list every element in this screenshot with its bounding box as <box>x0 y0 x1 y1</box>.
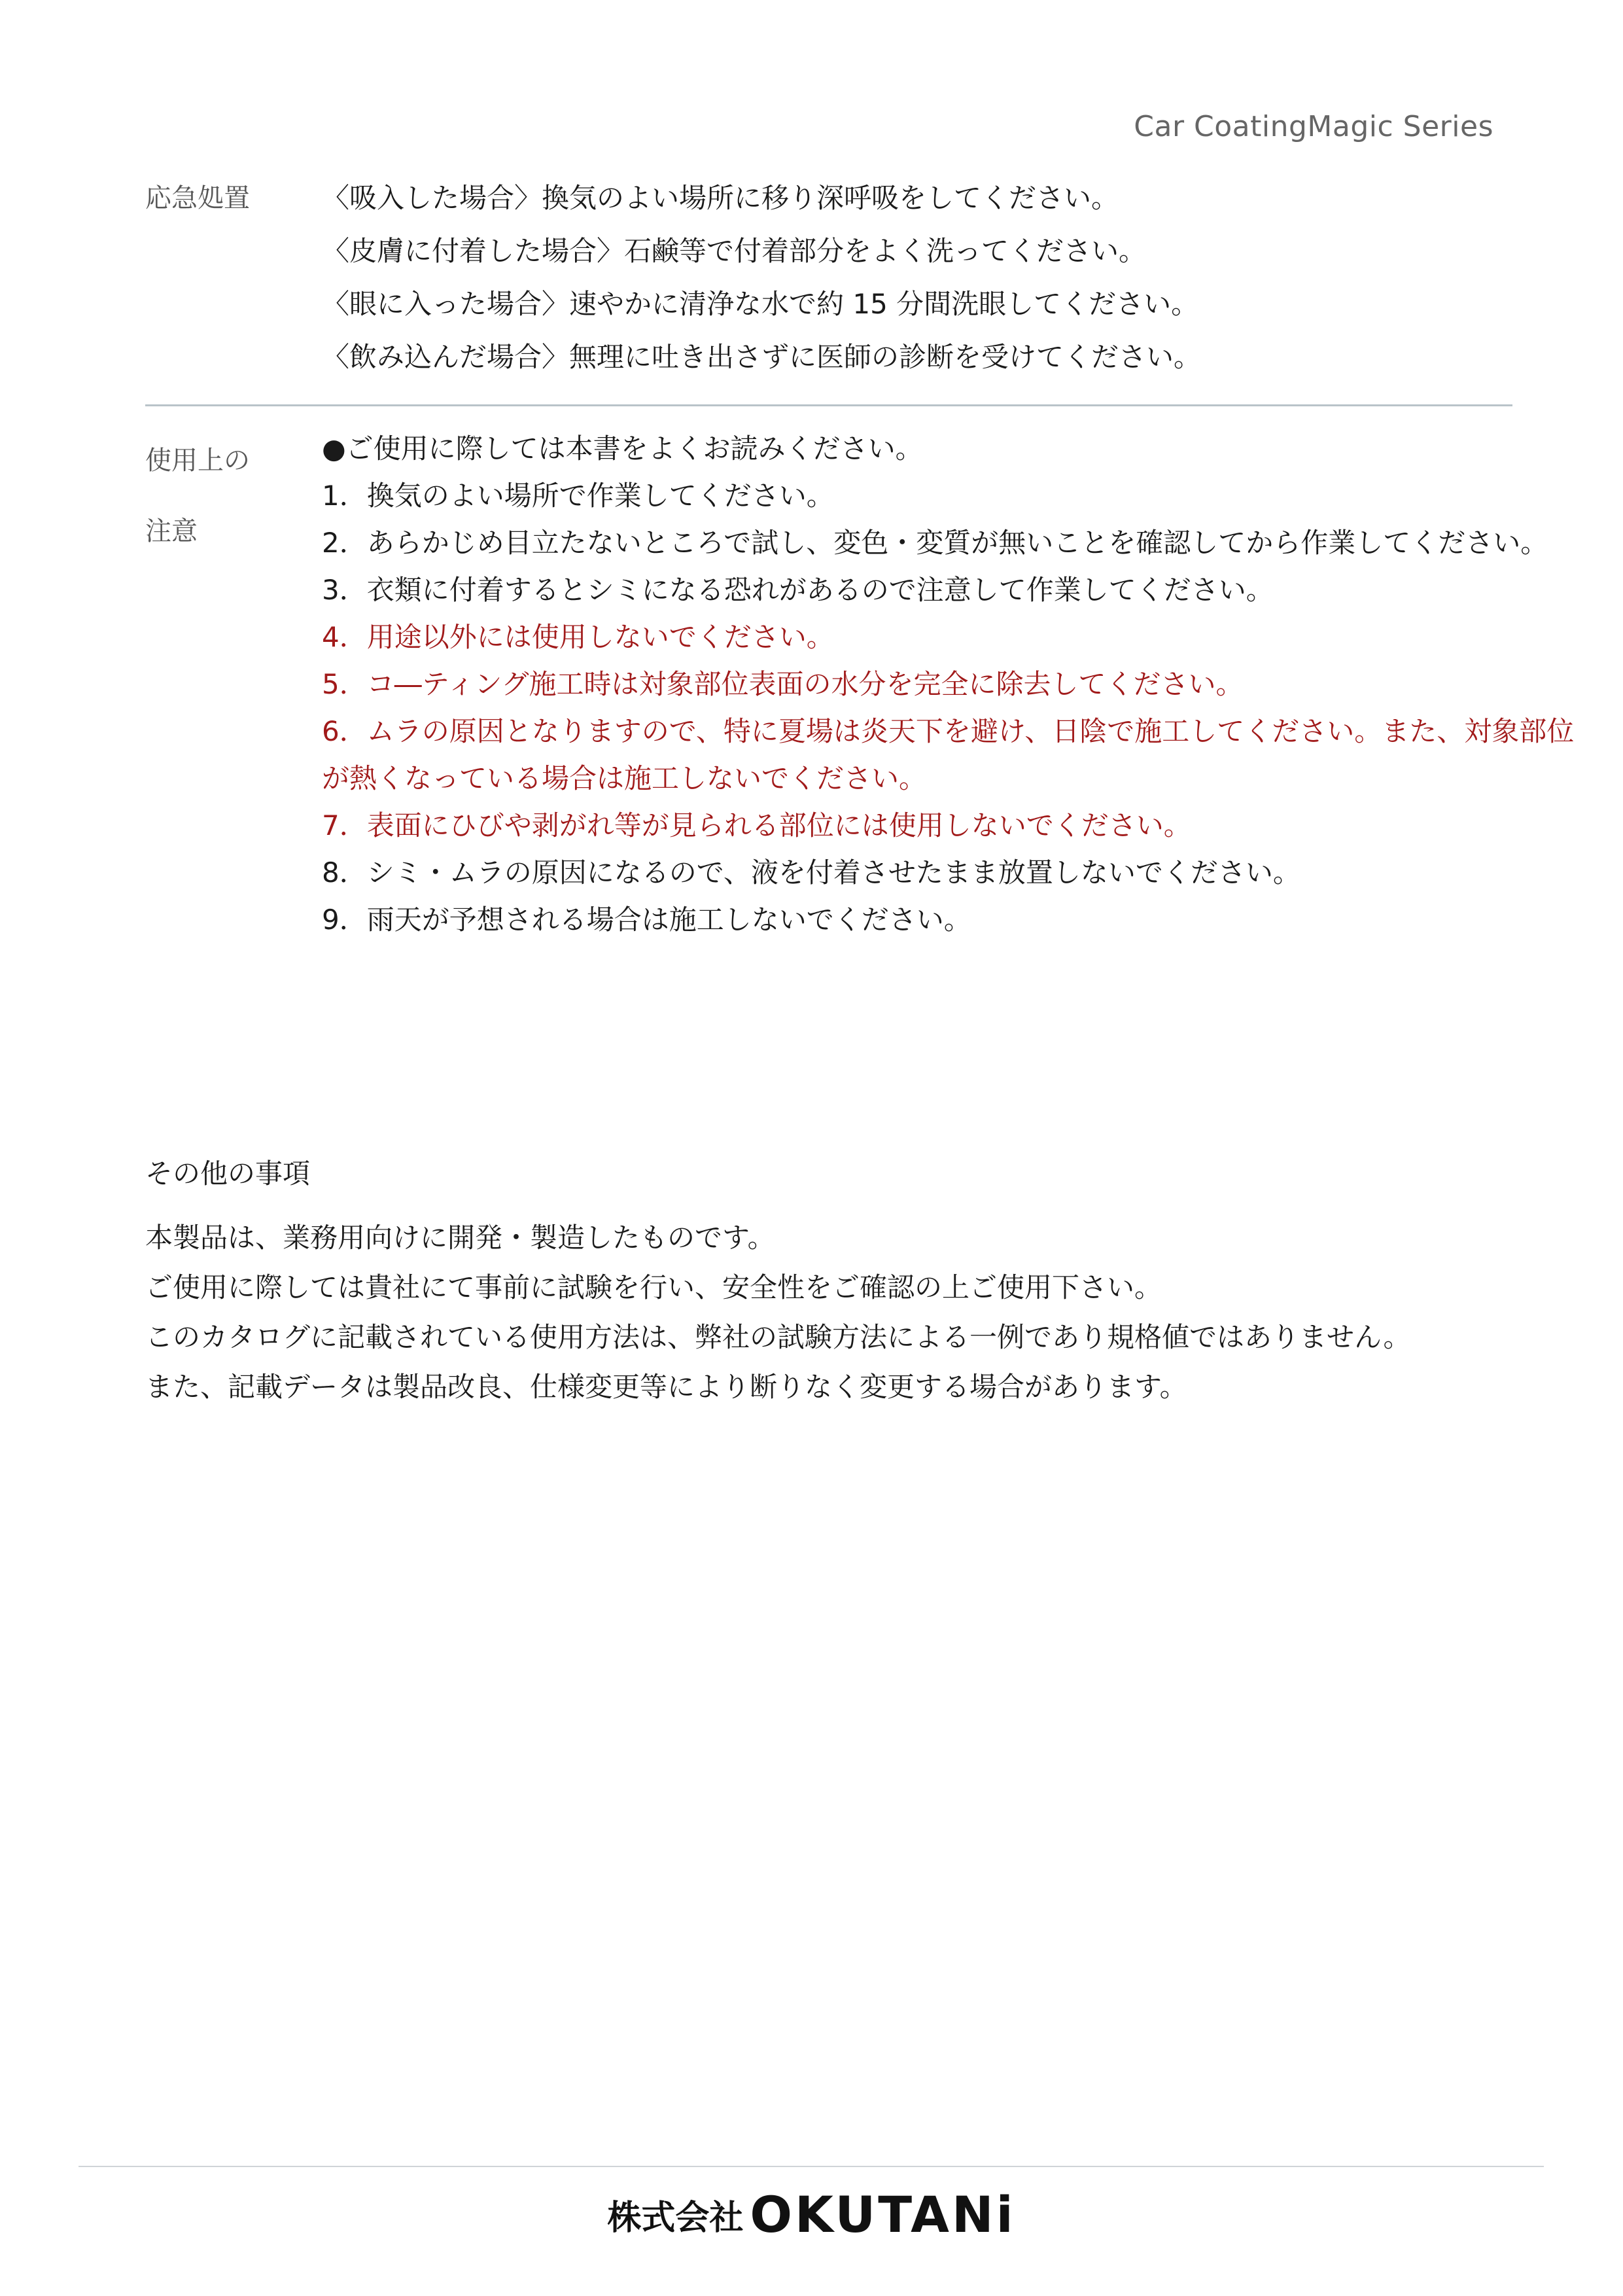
precaution-intro: ●ご使用に際しては本書をよくお読みください。 <box>322 433 923 465</box>
other-notes-title: その他の事項 <box>145 1157 311 1190</box>
series-title: Car CoatingMagic Series <box>1134 110 1493 143</box>
precaution-item-6: 6．ムラの原因となりますので、特に夏場は炎天下を避け、日陰で施工してください。また、対象部位が熱くなっている場合は施工しないでください。 <box>322 715 1575 794</box>
precaution-item-5: 5．コ―ティング施工時は対象部位表面の水分を完全に除去してください。 <box>322 668 1244 700</box>
other-note-1: 本製品は、業務用向けに開発・製造したものです。 <box>145 1222 775 1254</box>
section-divider <box>145 404 1512 406</box>
footer-divider <box>79 2166 1544 2167</box>
first-aid-label: 応急処置 <box>145 183 250 213</box>
other-note-2: ご使用に際しては貴社にて事前に試験を行い、安全性をご確認の上ご使用下さい。 <box>145 1271 1162 1303</box>
precaution-item-2: 2．あらかじめ目立たないところで試し、変色・変質が無いことを確認してから作業してください。 <box>322 527 1548 559</box>
other-note-4: また、記載データは製品改良、仕様変更等により断りなく変更する場合があります。 <box>145 1371 1187 1403</box>
first-aid-skin: 〈皮膚に付着した場合〉石鹸等で付着部分をよく洗ってください。 <box>322 235 1147 267</box>
precautions-body <box>322 425 1597 944</box>
precaution-item-9: 9．雨天が予想される場合は施工しないでください。 <box>322 904 971 936</box>
first-aid-inhalation: 〈吸入した場合〉換気のよい場所に移り深呼吸をしてください。 <box>322 182 1119 214</box>
other-notes-section <box>145 1150 1512 1412</box>
company-name-jp: 株式会社 <box>607 2199 744 2238</box>
precaution-item-7: 7．表面にひびや剥がれ等が見られる部位には使用しないでください。 <box>322 809 1191 841</box>
first-aid-eyes: 〈眼に入った場合〉速やかに清浄な水で約 15 分間洗眼してください。 <box>322 288 1199 320</box>
precautions-label-line1: 使用上の <box>145 446 250 476</box>
first-aid-body <box>322 171 1597 383</box>
precautions-label-line2: 注意 <box>145 516 198 546</box>
company-logo <box>0 2185 1623 2244</box>
precaution-item-1: 1．換気のよい場所で作業してください。 <box>322 480 834 512</box>
precaution-item-3: 3．衣類に付着するとシミになる恐れがあるので注意して作業してください。 <box>322 574 1274 606</box>
first-aid-swallowed: 〈飲み込んだ場合〉無理に吐き出さずに医師の診断を受けてください。 <box>322 341 1202 373</box>
precaution-item-4: 4．用途以外には使用しないでください。 <box>322 621 834 653</box>
precaution-item-8: 8．シミ・ムラの原因になるので、液を付着させたまま放置しないでください。 <box>322 857 1300 889</box>
other-note-3: このカタログに記載されている使用方法は、弊社の試験方法による一例であり規格値ではありません。 <box>145 1321 1411 1353</box>
precautions-label <box>145 425 315 567</box>
company-name-en: OKUTANi <box>750 2185 1016 2244</box>
